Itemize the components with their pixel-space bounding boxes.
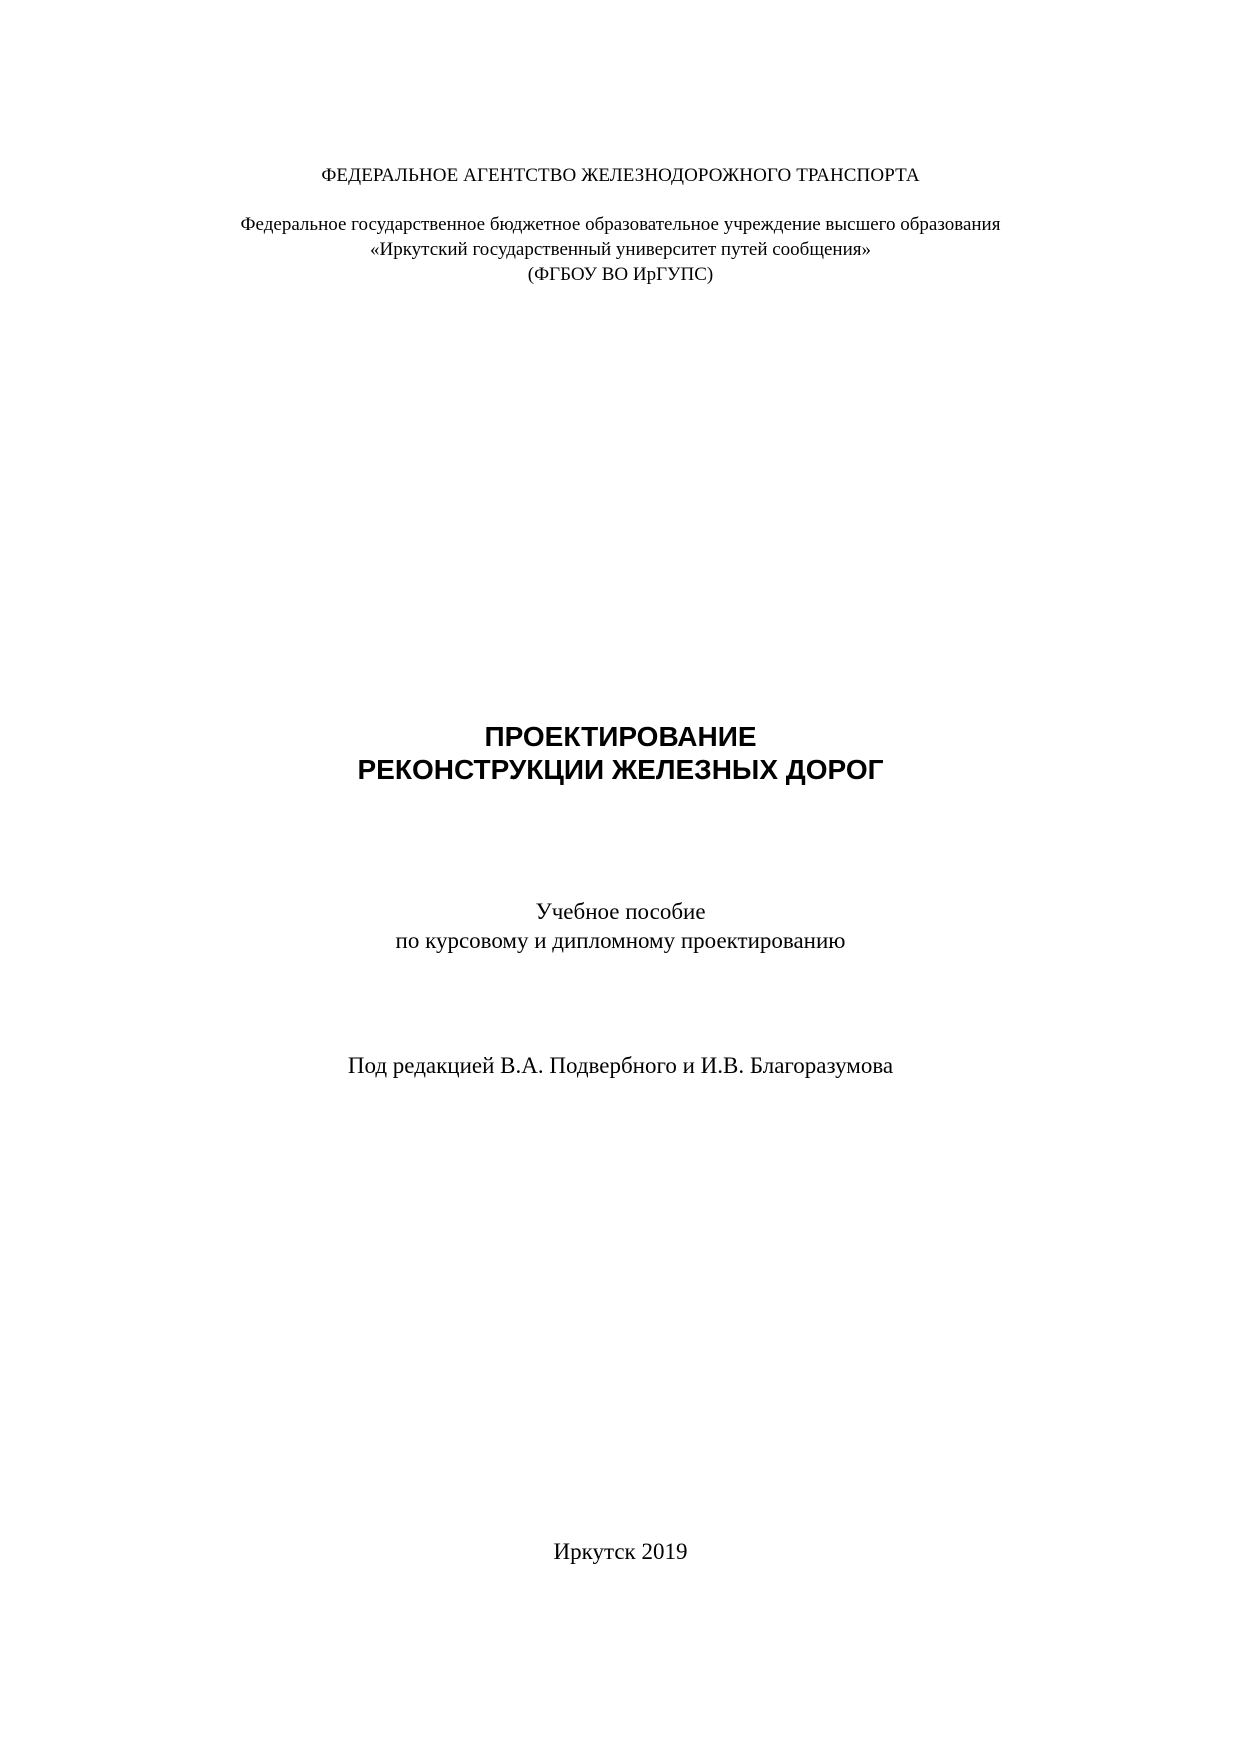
editors-credit: Под редакцией В.А. Подвербного и И.В. Благоразумова	[347, 1053, 894, 1078]
document-title-line-1: ПРОЕКТИРОВАНИЕ	[484, 721, 757, 752]
document-title-line-2: РЕКОНСТРУКЦИИ ЖЕЛЕЗНЫХ ДОРОГ	[357, 754, 884, 785]
document-type: Учебное пособие	[535, 899, 706, 924]
institution-name: «Иркутский государственный университет путей сообщения»	[370, 239, 871, 260]
agency-name: ФЕДЕРАЛЬНОЕ АГЕНТСТВО ЖЕЛЕЗНОДОРОЖНОГО ТРАНСПОРТА	[321, 165, 920, 186]
institution-abbreviation: (ФГБОУ ВО ИрГУПС)	[527, 264, 714, 285]
institution-type: Федеральное государственное бюджетное образовательное учреждение высшего образования	[240, 214, 1001, 235]
city-year: Иркутск 2019	[553, 1539, 688, 1564]
document-purpose: по курсовому и дипломному проектированию	[395, 928, 846, 953]
